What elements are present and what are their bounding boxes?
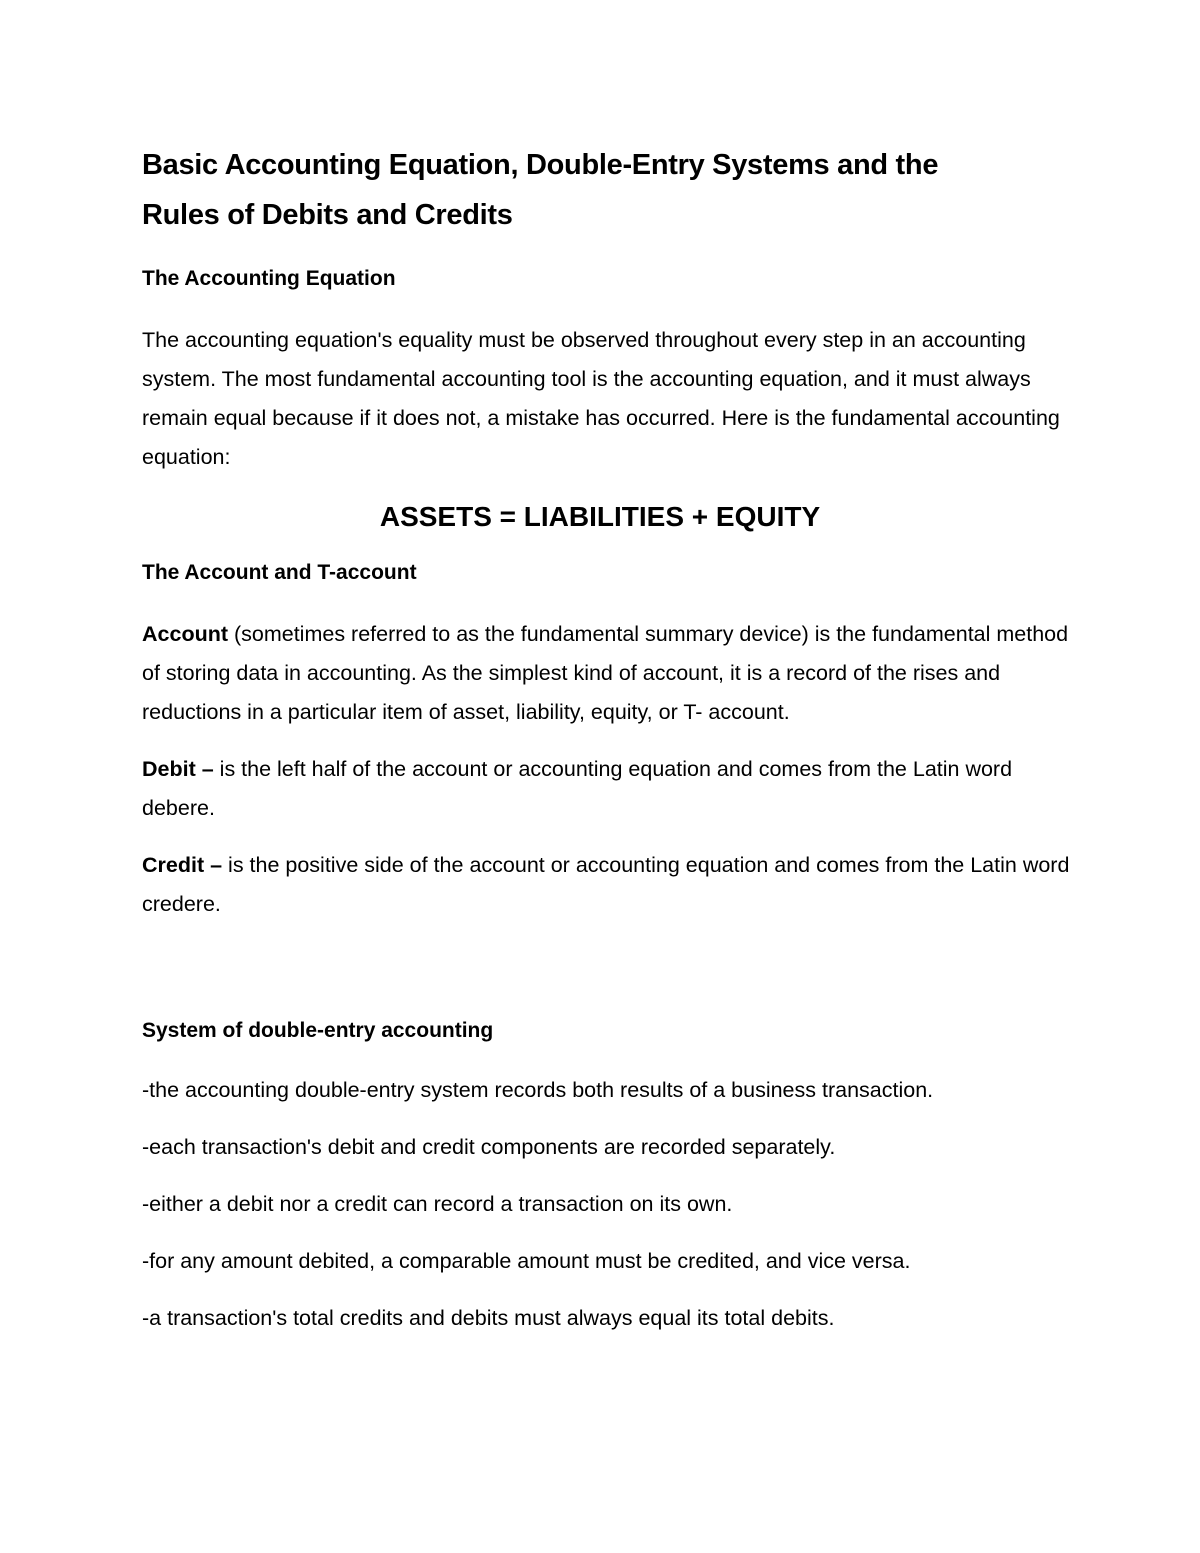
section-heading-account: The Account and T-account <box>142 561 417 584</box>
title-line-2: Rules of Debits and Credits <box>142 199 513 231</box>
double-entry-point-5: -a transaction's total credits and debits must always equal its total debits. <box>142 1306 835 1330</box>
document-body <box>142 140 1072 1338</box>
double-entry-point-2: -each transaction's debit and credit components are recorded separately. <box>142 1135 836 1159</box>
debit-definition-text: is the left half of the account or accounting equation and comes from the Latin word debere. <box>142 757 1013 820</box>
document-title <box>142 140 1072 240</box>
section-heading-double-entry: System of double-entry accounting <box>142 1019 494 1042</box>
title-line-1: Basic Accounting Equation, Double-Entry Systems and the <box>142 149 939 181</box>
account-definition-text: (sometimes referred to as the fundamental summary device) is the fundamental method of storing data in accounting. As the simplest kind of account, it is a record of the rises and reductions in a particular item of asset, liability, equity, or T- account. <box>142 622 1069 724</box>
debit-definition <box>142 750 1072 828</box>
account-term: Account <box>142 622 228 646</box>
accounting-equation-formula: ASSETS = LIABILITIES + EQUITY <box>379 501 821 532</box>
double-entry-point-4: -for any amount debited, a comparable amount must be credited, and vice versa. <box>142 1249 911 1273</box>
credit-term: Credit – <box>142 853 223 877</box>
accounting-equation-paragraph: The accounting equation's equality must be observed throughout every step in an accounting system. The most fundamental accounting tool is the accounting equation, and it must always remain equal because if it does not, a mistake has occurred. Here is the fundamental accounting equation: <box>142 328 1060 469</box>
credit-definition <box>142 846 1072 924</box>
debit-term: Debit – <box>142 757 214 781</box>
double-entry-point-1: -the accounting double-entry system records both results of a business transaction. <box>142 1078 934 1102</box>
account-definition <box>142 615 1072 732</box>
credit-definition-text: is the positive side of the account or accounting equation and comes from the Latin word credere. <box>142 853 1070 916</box>
double-entry-point-3: -either a debit nor a credit can record a transaction on its own. <box>142 1192 733 1216</box>
section-heading-accounting-equation: The Accounting Equation <box>142 267 396 290</box>
